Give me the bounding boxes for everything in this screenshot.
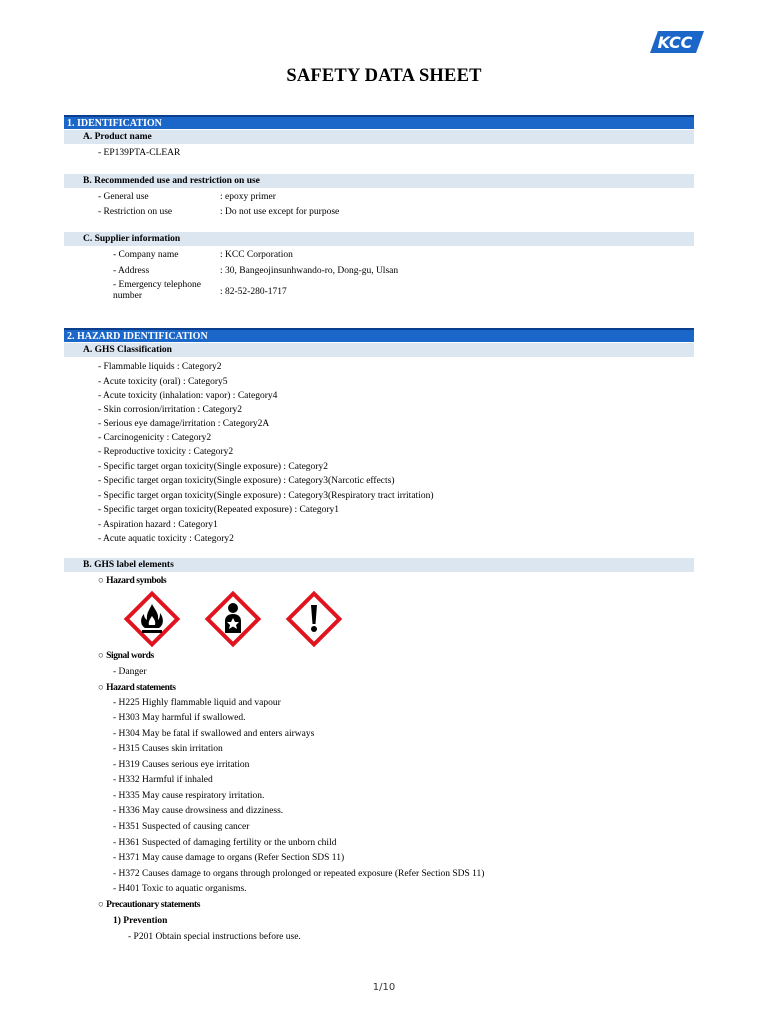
- signal-words-heading: [98, 650, 154, 662]
- hazard-statement: - H315 Causes skin irritation: [113, 744, 223, 754]
- hazard-statement: - H332 Harmful if inhaled: [113, 775, 213, 785]
- hazard-statement: - H401 Toxic to aquatic organisms.: [113, 884, 247, 894]
- kcc-logo: [650, 29, 704, 55]
- hazard-statement: - H335 May cause respiratory irritation.: [113, 791, 265, 801]
- classification-item: - Specific target organ toxicity(Single exposure) : Category3(Narcotic effects): [98, 476, 395, 486]
- ghs-classification-header: A. GHS Classification: [64, 343, 694, 357]
- recommended-use-header: B. Recommended use and restriction on use: [64, 174, 694, 188]
- supplier-info-header: C. Supplier information: [64, 232, 694, 246]
- classification-item: - Aspiration hazard : Category1: [98, 520, 218, 530]
- section-hazard-header: 2. HAZARD IDENTIFICATION: [64, 328, 694, 342]
- company-label: - Company name: [113, 250, 179, 260]
- restriction-value: : Do not use except for purpose: [220, 207, 340, 217]
- hazard-statement: - H371 May cause damage to organs (Refer Section SDS 11): [113, 853, 345, 863]
- restriction-label: - Restriction on use: [98, 207, 173, 217]
- hazard-statement: - H351 Suspected of causing cancer: [113, 822, 250, 832]
- hazard-statement: - H361 Suspected of damaging fertility or the unborn child: [113, 838, 337, 848]
- bullet-circle: ○: [98, 651, 104, 661]
- classification-item: - Carcinogenicity : Category2: [98, 433, 212, 443]
- hazard-statement: - H225 Highly flammable liquid and vapour: [113, 698, 281, 708]
- general-use-label: - General use: [98, 192, 149, 202]
- classification-item: - Acute toxicity (oral) : Category5: [98, 377, 228, 387]
- classification-item: - Acute toxicity (inhalation: vapor) : Category4: [98, 391, 278, 401]
- classification-item: - Flammable liquids : Category2: [98, 362, 222, 372]
- classification-item: - Skin corrosion/irritation : Category2: [98, 405, 243, 415]
- precaution-statement: - P201 Obtain special instructions before use.: [128, 932, 301, 942]
- general-use-value: : epoxy primer: [220, 192, 276, 202]
- health-hazard-icon: [203, 589, 263, 649]
- bullet-circle: ○: [98, 576, 104, 586]
- classification-item: - Specific target organ toxicity(Single exposure) : Category2: [98, 462, 328, 472]
- page-title: SAFETY DATA SHEET: [286, 66, 482, 86]
- hazard-statement: - H372 Causes damage to organs through prolonged or repeated exposure (Refer Section SDS 11): [113, 869, 485, 879]
- ghs-label-elements-header: B. GHS label elements: [64, 558, 694, 572]
- classification-item: - Serious eye damage/irritation : Category2A: [98, 419, 270, 429]
- hazard-symbols-title: Hazard symbols: [106, 576, 167, 586]
- hazard-statements-heading: [98, 682, 176, 694]
- hazard-statement: - H336 May cause drowsiness and dizziness.: [113, 806, 284, 816]
- classification-item: - Specific target organ toxicity(Repeated exposure) : Category1: [98, 505, 340, 515]
- kcc-logo-text: KCC: [657, 33, 693, 52]
- address-label: - Address: [113, 266, 150, 276]
- hazard-symbols-heading: [98, 575, 166, 587]
- prevention-title: 1) Prevention: [113, 916, 168, 926]
- hazard-statements-title: Hazard statements: [106, 683, 176, 693]
- classification-item: - Reproductive toxicity : Category2: [98, 447, 234, 457]
- precautionary-heading: [98, 899, 200, 911]
- page-number: 1/10: [372, 982, 396, 993]
- classification-item: - Acute aquatic toxicity : Category2: [98, 534, 234, 544]
- section-identification-header: 1. IDENTIFICATION: [64, 115, 694, 129]
- signal-words-title: Signal words: [106, 651, 154, 661]
- address-value: : 30, Bangeojinsunhwando-ro, Dong-gu, Ulsan: [220, 266, 399, 276]
- company-value: : KCC Corporation: [220, 250, 293, 260]
- flame-icon: [122, 589, 182, 649]
- hazard-statement: - H319 Causes serious eye irritation: [113, 760, 250, 770]
- signal-word-value: - Danger: [113, 667, 147, 677]
- bullet-circle: ○: [98, 900, 104, 910]
- precautionary-title: Precautionary statements: [106, 900, 201, 910]
- hazard-statement: - H304 May be fatal if swallowed and enters airways: [113, 729, 315, 739]
- bullet-circle: ○: [98, 683, 104, 693]
- hazard-statement: - H303 May harmful if swallowed.: [113, 713, 246, 723]
- emergency-value: : 82-52-280-1717: [220, 287, 287, 297]
- exclamation-icon: [284, 589, 344, 649]
- emergency-label: - Emergency telephone number: [113, 280, 201, 301]
- product-name-value: - EP139PTA-CLEAR: [98, 148, 181, 158]
- product-name-header: A. Product name: [64, 130, 694, 144]
- classification-item: - Specific target organ toxicity(Single exposure) : Category3(Respiratory tract irritation): [98, 491, 434, 501]
